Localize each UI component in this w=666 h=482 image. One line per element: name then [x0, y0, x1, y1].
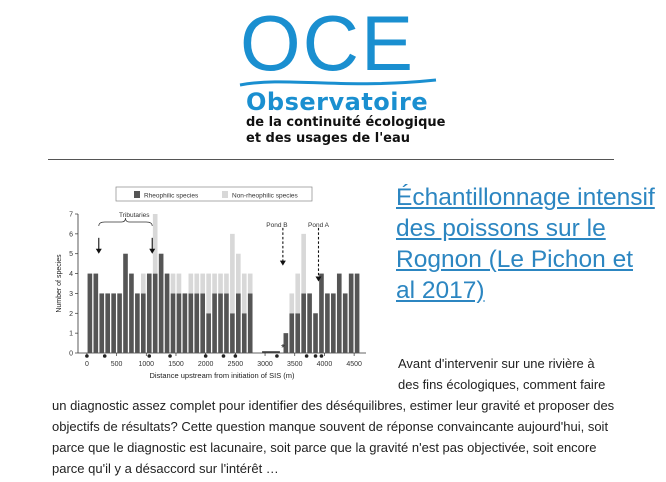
bar-non-rheophilic — [153, 214, 158, 274]
y-axis-title: Number of species — [56, 254, 63, 313]
bar-rheophilic — [123, 254, 128, 353]
bar-non-rheophilic — [171, 274, 176, 294]
excerpt-line: un diagnostic assez complet pour identifier des déséquilibres, estimer leur gravité et proposer des — [52, 398, 615, 413]
x-tick-label: 2000 — [197, 361, 214, 368]
bar-rheophilic — [177, 293, 182, 353]
x-tick-label: 1500 — [168, 361, 184, 368]
bar-non-rheophilic — [177, 274, 182, 294]
y-tick-label: 2 — [69, 310, 73, 318]
y-tick-label: 0 — [69, 350, 73, 358]
logo-observatoire: Observatoire — [246, 88, 429, 116]
bar-non-rheophilic — [301, 234, 306, 294]
annotation-label: Pond A — [308, 222, 329, 229]
bar-rheophilic — [343, 293, 348, 353]
bar-rheophilic — [93, 274, 98, 353]
bar-non-rheophilic — [230, 234, 235, 313]
x-tick-label: 3000 — [257, 361, 273, 368]
x-tick-label: 0 — [84, 361, 89, 368]
bar-rheophilic — [141, 293, 146, 353]
y-tick-label: 5 — [69, 251, 73, 259]
bar-non-rheophilic — [248, 274, 253, 294]
bar-non-rheophilic — [212, 274, 217, 294]
masthead — [0, 0, 666, 160]
bar-rheophilic — [88, 274, 93, 353]
bar-non-rheophilic — [189, 274, 194, 294]
bar-non-rheophilic — [218, 274, 223, 294]
bar-rheophilic — [159, 254, 164, 353]
x-axis-title: Distance upstream from initiation of SIS (m) — [149, 371, 295, 380]
bar-rheophilic — [117, 293, 122, 353]
bar-rheophilic — [111, 293, 116, 353]
x-tick-label: 1000 — [138, 361, 155, 368]
annotation-label: Tributaries — [119, 212, 150, 219]
excerpt-line: parce qu'il y a désaccord sur l'intérêt … — [52, 461, 279, 476]
y-tick-label: 6 — [69, 231, 73, 239]
bar-rheophilic — [105, 293, 110, 353]
legend-label: Non-rheophilic species — [232, 192, 298, 200]
bar-rheophilic — [200, 293, 205, 353]
x-tick-label: 2500 — [227, 361, 244, 368]
bar-non-rheophilic — [242, 274, 247, 314]
bar-rheophilic — [189, 293, 194, 353]
bar-non-rheophilic — [289, 293, 294, 313]
x-tick-label: 500 — [110, 361, 123, 368]
annotation-arrowhead — [280, 261, 286, 266]
bar-rheophilic — [147, 274, 152, 353]
x-tick-label: 4500 — [346, 361, 362, 368]
y-tick-label: 1 — [69, 330, 73, 338]
bar-rheophilic — [325, 293, 330, 353]
y-tick-label: 3 — [69, 290, 73, 298]
bar-rheophilic — [153, 274, 158, 353]
bar-non-rheophilic — [236, 254, 241, 294]
bar-rheophilic — [224, 293, 229, 353]
bar-rheophilic — [194, 293, 199, 353]
logo-oce: OCE — [240, 0, 416, 87]
bar-rheophilic — [355, 274, 360, 353]
bar-rheophilic — [337, 274, 342, 353]
bar-rheophilic — [307, 293, 312, 353]
bar-rheophilic — [349, 274, 354, 353]
bar-non-rheophilic — [224, 274, 229, 294]
header-divider — [48, 159, 614, 160]
bar-non-rheophilic — [206, 274, 211, 314]
bar-rheophilic — [135, 293, 140, 353]
zero-segment-label: * — [281, 343, 285, 354]
bar-non-rheophilic — [200, 274, 205, 294]
bar-rheophilic — [230, 313, 235, 353]
bar-rheophilic — [236, 293, 241, 353]
bar-rheophilic — [331, 293, 336, 353]
excerpt-line: objectifs de résultats? Cette question manque souvent de réponse convaincante aujourd'hui, soit — [52, 419, 609, 434]
y-tick-label: 4 — [69, 271, 73, 279]
x-tick-label: 4000 — [316, 361, 333, 368]
annotation-label: Pond B — [266, 222, 288, 229]
bar-rheophilic — [171, 293, 176, 353]
bar-rheophilic — [313, 313, 318, 353]
legend-swatch-rheophilic — [134, 191, 140, 198]
x-tick-label: 3500 — [286, 361, 303, 368]
bar-rheophilic — [295, 313, 300, 353]
bar-non-rheophilic — [295, 274, 300, 314]
bar-rheophilic — [206, 313, 211, 353]
bar-rheophilic — [319, 274, 324, 353]
bar-rheophilic — [301, 293, 306, 353]
bar-rheophilic — [218, 293, 223, 353]
bar-rheophilic — [99, 293, 104, 353]
bar-rheophilic — [183, 293, 188, 353]
legend-label: Rheophilic species — [144, 192, 199, 200]
logo-subtitle-1: de la continuité écologique — [246, 115, 446, 130]
article-title-link[interactable]: Échantillonnage intensif des poissons sur le Rognon (Le Pichon et al 2017) — [396, 184, 655, 304]
excerpt-line: des fins écologiques, comment faire — [398, 377, 606, 392]
bar-rheophilic — [242, 313, 247, 353]
tributaries-brace — [99, 218, 152, 226]
bar-rheophilic — [165, 274, 170, 353]
bar-non-rheophilic — [141, 274, 146, 294]
bar-rheophilic — [289, 313, 294, 353]
bar-non-rheophilic — [194, 274, 199, 294]
excerpt-line: Avant d'intervenir sur une rivière à — [398, 356, 595, 371]
annotation-arrowhead — [96, 249, 102, 254]
y-tick-label: 7 — [69, 211, 73, 219]
bar-rheophilic — [212, 293, 217, 353]
logo-subtitle-2: et des usages de l'eau — [246, 131, 411, 146]
legend-swatch-non-rheophilic — [222, 191, 228, 198]
excerpt-line: parce que le diagnostic est lacunaire, soit parce que la gravité n'est pas objectivée, soit encore — [52, 440, 597, 455]
bar-rheophilic — [129, 274, 134, 353]
article-excerpt — [52, 350, 618, 479]
bar-rheophilic — [248, 293, 253, 353]
